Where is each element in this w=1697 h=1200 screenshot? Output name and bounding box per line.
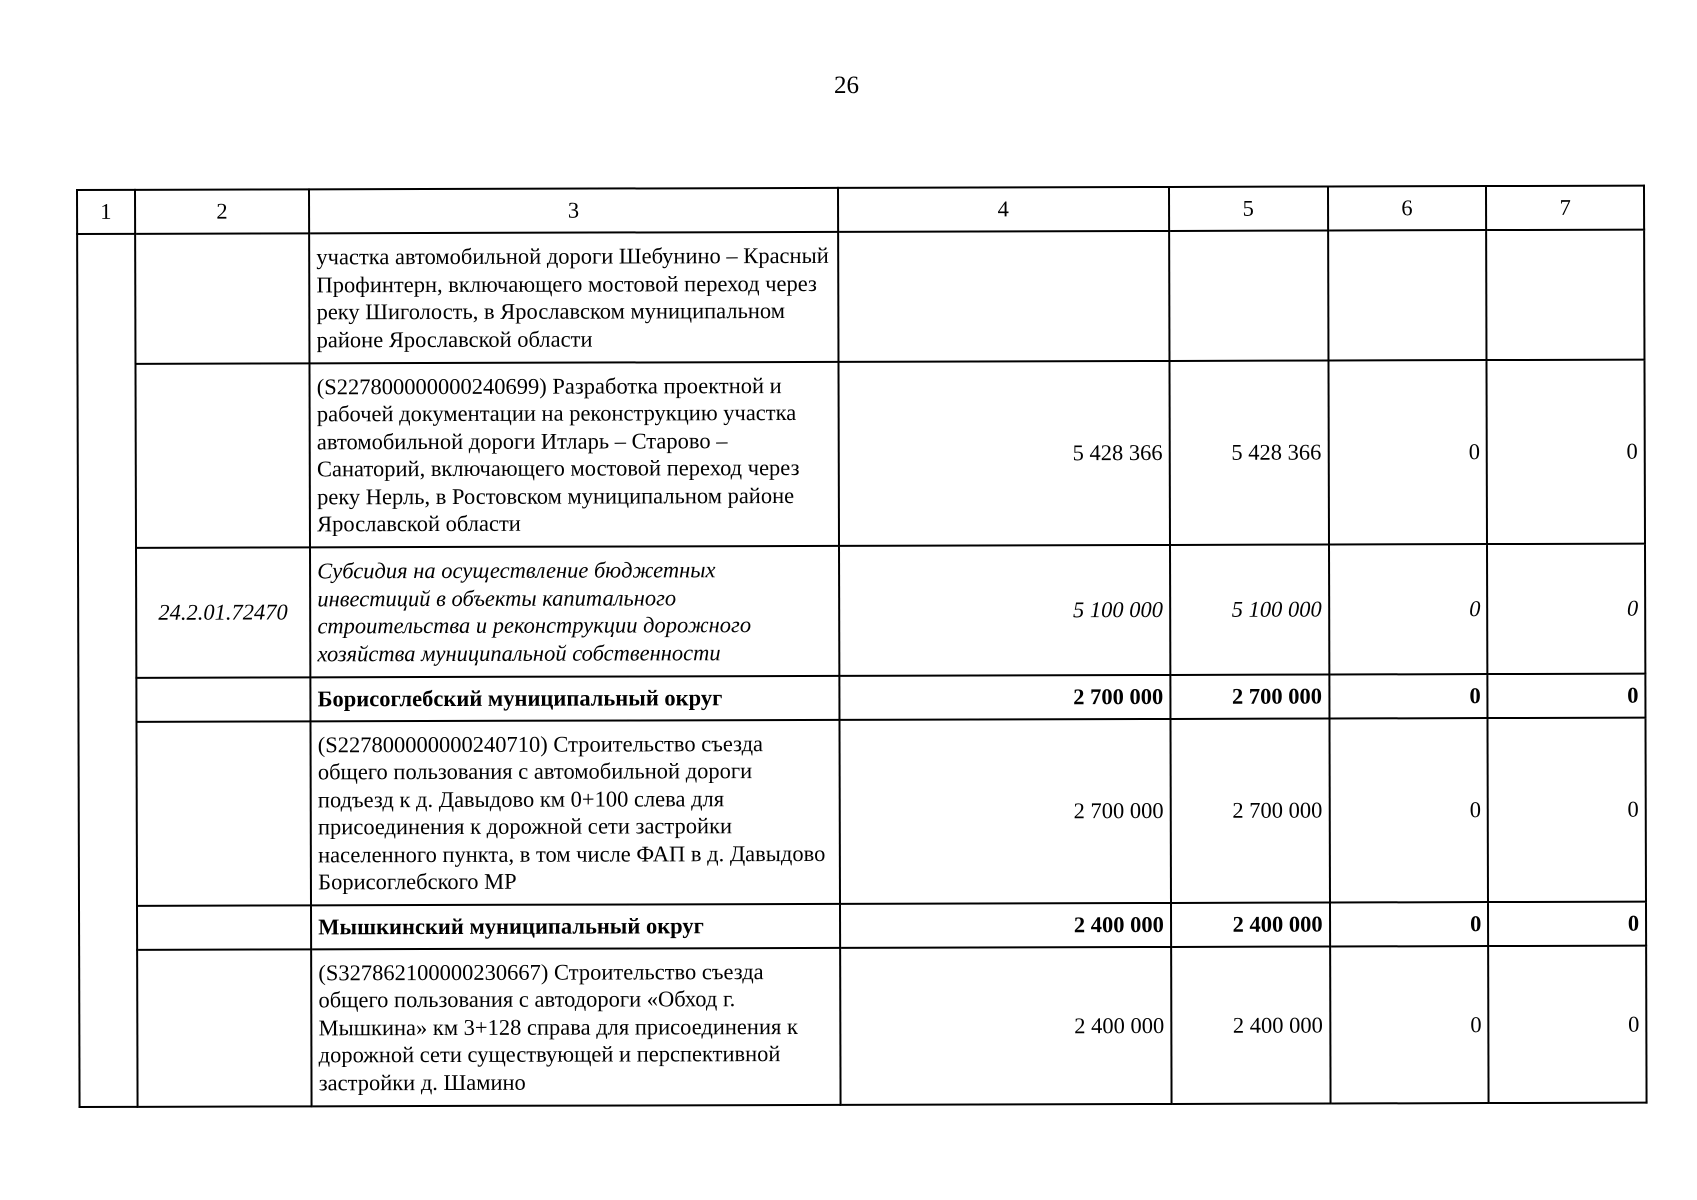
value-cell-6: 0 xyxy=(1329,718,1488,902)
table-row xyxy=(77,230,1644,364)
table-row xyxy=(79,946,1646,1107)
value-cell-5: 2 400 000 xyxy=(1171,903,1330,947)
table-row xyxy=(77,360,1645,548)
column-header-2: 2 xyxy=(135,189,310,233)
column-header-1: 1 xyxy=(77,190,135,234)
value-cell-4: 2 700 000 xyxy=(839,719,1171,904)
page-number: 26 xyxy=(834,72,859,99)
value-cell-7: 0 xyxy=(1487,360,1645,544)
row-number-cell xyxy=(77,234,137,1107)
code-cell: 24.2.01.72470 xyxy=(136,547,311,677)
column-header-7: 7 xyxy=(1486,186,1644,230)
value-cell-6: 0 xyxy=(1330,902,1489,946)
value-cell-5: 5 100 000 xyxy=(1170,545,1329,675)
value-cell-7: 0 xyxy=(1488,718,1646,902)
value-cell-7: 0 xyxy=(1488,674,1646,718)
value-cell-7: 0 xyxy=(1488,902,1646,946)
value-cell-6: 0 xyxy=(1329,544,1488,674)
code-cell xyxy=(135,233,310,363)
table-row-subsidy xyxy=(78,544,1645,678)
table-row-district-total xyxy=(79,902,1646,950)
table-row-district-total xyxy=(78,674,1645,722)
value-cell-5: 2 700 000 xyxy=(1170,719,1329,903)
value-cell-6: 0 xyxy=(1328,360,1487,544)
code-cell xyxy=(137,905,312,949)
value-cell-4: 5 428 366 xyxy=(838,361,1170,546)
code-cell xyxy=(136,677,311,721)
description-cell: (S327862100000230667) Строительство съезда общего пользования с автодороги «Обход г. Мышкина» км 3+128 справа для присоединения к дорожной сети существующей и перспективной застройки д. Шамино xyxy=(311,948,840,1106)
table-header-row xyxy=(77,186,1644,234)
code-cell xyxy=(136,721,311,905)
value-cell-7 xyxy=(1486,230,1644,360)
value-cell-4: 2 700 000 xyxy=(839,675,1170,720)
table-row xyxy=(78,718,1646,906)
description-cell: (S227800000000240710) Строительство съезда общего пользования с автомобильной дороги подъезд к д. Давыдово км 0+100 слева для присоединения к дорожной сети застройки населенного пункта, в том числе ФАП в д. Давыдово Борисоглебского МР xyxy=(311,720,840,905)
code-cell xyxy=(135,363,310,547)
column-header-3: 3 xyxy=(309,188,837,233)
value-cell-5: 2 400 000 xyxy=(1171,947,1330,1104)
value-cell-6: 0 xyxy=(1329,674,1488,718)
value-cell-6 xyxy=(1328,230,1487,360)
value-cell-4 xyxy=(838,231,1170,362)
value-cell-5: 2 700 000 xyxy=(1170,675,1329,719)
district-name-cell: Борисоглебский муниципальный округ xyxy=(311,676,839,721)
value-cell-6: 0 xyxy=(1330,946,1489,1103)
value-cell-7: 0 xyxy=(1488,946,1646,1103)
column-header-5: 5 xyxy=(1169,187,1328,231)
value-cell-4: 2 400 000 xyxy=(840,947,1172,1105)
value-cell-4: 2 400 000 xyxy=(840,903,1171,948)
column-header-4: 4 xyxy=(838,187,1169,232)
value-cell-4: 5 100 000 xyxy=(839,545,1171,676)
description-cell: (S227800000000240699) Разработка проектной и рабочей документации на реконструкцию участка автомобильной дороги Итларь – Старово – Санаторий, включающего мостовой переход через реку Нерль, в Ростовском муниципальном районе Ярославской области xyxy=(310,362,839,547)
description-cell: Субсидия на осуществление бюджетных инвестиций в объекты капитального строительства и реконструкции дорожного хозяйства муниципальной собственности xyxy=(310,546,839,677)
description-cell: участка автомобильной дороги Шебунино – Красный Профинтерн, включающего мостовой переход через реку Шиголость, в Ярославском муниципальном районе Ярославской области xyxy=(309,232,838,363)
code-cell xyxy=(137,949,312,1106)
budget-table xyxy=(76,185,1648,1108)
column-header-6: 6 xyxy=(1328,186,1487,230)
value-cell-7: 0 xyxy=(1487,544,1645,674)
value-cell-5: 5 428 366 xyxy=(1169,361,1328,545)
value-cell-5 xyxy=(1169,231,1328,361)
district-name-cell: Мышкинский муниципальный округ xyxy=(311,904,839,949)
